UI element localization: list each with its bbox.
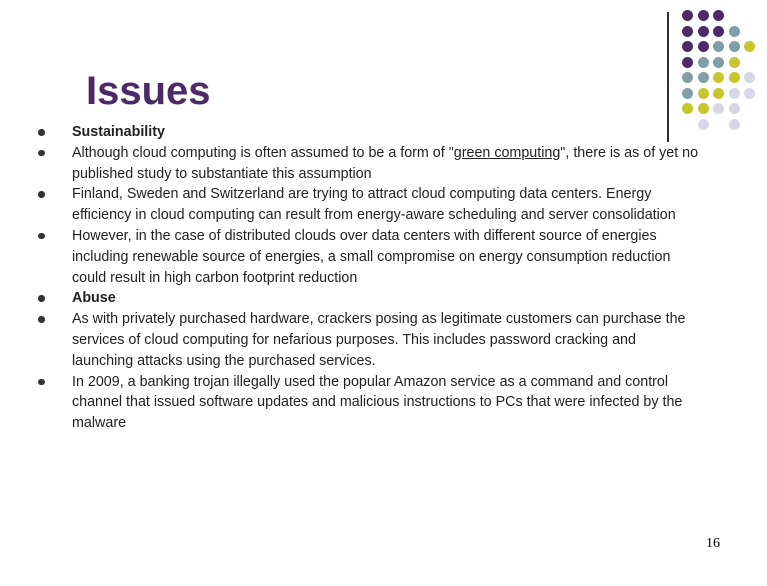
decorative-dot: [698, 88, 709, 99]
decorative-dot: [729, 119, 740, 130]
decorative-dot: [729, 88, 740, 99]
decorative-dot: [698, 103, 709, 114]
decorative-dot: [744, 88, 755, 99]
decorative-dot: [698, 10, 709, 21]
bullet-dot-icon: [38, 129, 45, 136]
decorative-dot: [713, 26, 724, 37]
bullet-item: [0, 143, 700, 185]
bullet-dot-icon: [38, 191, 45, 198]
bullet-text: Sustainability: [72, 124, 165, 140]
bullet-text: However, in the case of distributed clouds over data centers with different source of energies including renewable source of energies, a small compromise on energy consumption reduction could result in high carbon footprint reduction: [72, 227, 671, 286]
decorative-dot: [698, 57, 709, 68]
decorative-dot: [713, 57, 724, 68]
bullet-text: Finland, Sweden and Switzerland are trying to attract cloud computing data centers. Energy efficiency in cloud computing can result from energy-aware scheduling and server consolidation: [72, 186, 676, 224]
green-computing-link[interactable]: green computing: [453, 144, 561, 161]
decorative-dot: [682, 103, 693, 114]
page-number: 16: [706, 536, 720, 551]
bullet-item: [0, 184, 700, 226]
bullet-text-part: Although cloud computing is often assumed to be a form of ": [72, 144, 454, 161]
bullet-item: [0, 309, 700, 371]
decorative-dot: [713, 41, 724, 52]
decorative-dot: [729, 72, 740, 83]
decorative-dot: [682, 10, 693, 21]
decorative-dot: [682, 72, 693, 83]
decorative-dot: [713, 72, 724, 83]
bullet-text: In 2009, a banking trojan illegally used the popular Amazon service as a command and control channel that issued software updates and malicious instructions to PCs that were infected by the malware: [72, 373, 683, 432]
decorative-dot: [729, 41, 740, 52]
bullet-dot-icon: [38, 295, 45, 302]
decorative-dot: [713, 88, 724, 99]
bullet-text-part: ", there is as of yet no published study to substantiate this assumption: [72, 144, 699, 182]
bullet-item: [0, 226, 700, 288]
decorative-dot: [713, 103, 724, 114]
decorative-dot-grid: [682, 10, 762, 130]
slide-title: Issues: [86, 69, 211, 113]
bullet-item: [0, 372, 700, 434]
bullet-dot-icon: [38, 316, 45, 323]
decorative-dot: [698, 72, 709, 83]
decorative-dot: [729, 26, 740, 37]
decorative-dot: [682, 88, 693, 99]
decorative-dot: [682, 26, 693, 37]
decorative-dot: [698, 41, 709, 52]
decorative-dot: [729, 57, 740, 68]
decorative-dot: [729, 103, 740, 114]
bullet-text: Abuse: [72, 290, 116, 307]
decorative-dot: [713, 10, 724, 21]
bullet-dot-icon: [38, 379, 45, 386]
decorative-dot: [744, 41, 755, 52]
bullet-text: As with privately purchased hardware, crackers posing as legitimate customers can purchase the services of cloud computing for nefarious purposes. This includes password cracking and launching attacks using the purchased services.: [72, 311, 686, 369]
decorative-dot: [682, 57, 693, 68]
bullet-dot-icon: [38, 150, 45, 157]
bullet-list: [0, 122, 700, 434]
decorative-dot: [682, 41, 693, 52]
bullet-item: [0, 288, 700, 309]
bullet-text: [72, 145, 698, 182]
bullet-dot-icon: [38, 233, 45, 240]
decorative-dot: [744, 72, 755, 83]
bullet-item: [0, 122, 700, 143]
decorative-dot: [698, 26, 709, 37]
